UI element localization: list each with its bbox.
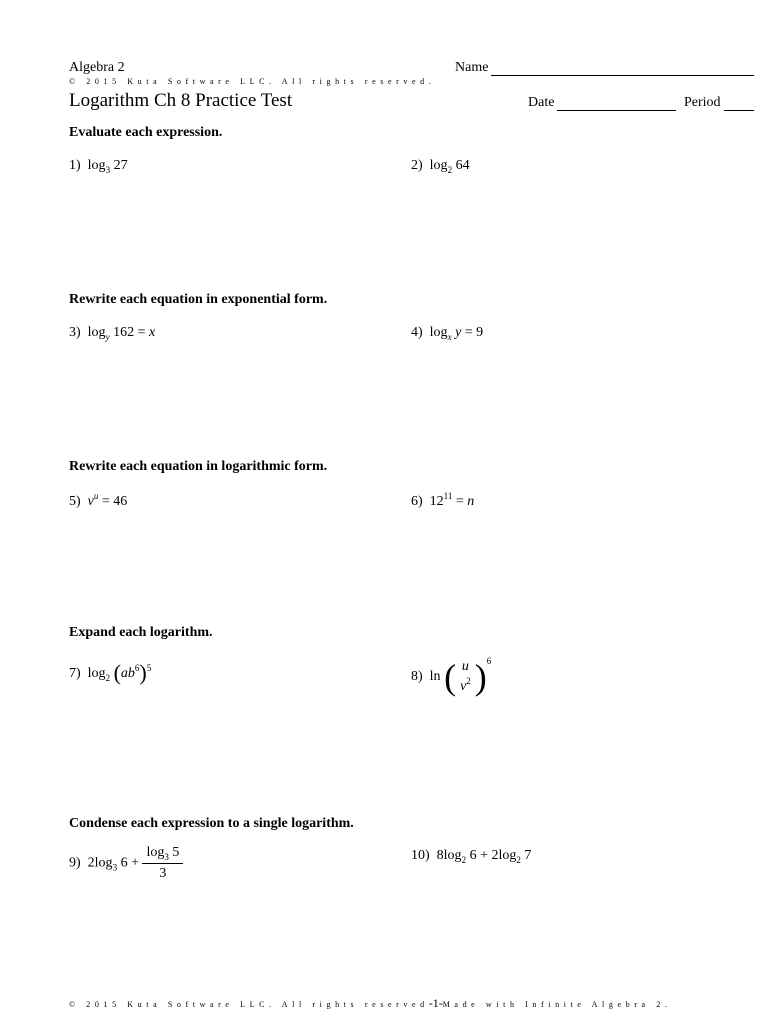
page-number: -1- <box>428 996 443 1010</box>
problem-4: 4) $\log_x y = 9$ <box>411 325 484 342</box>
problem-3: 3) $\log_y 162 = x$ <box>69 325 156 342</box>
section-heading-condense: Condense each expression to a single logarithm. <box>69 816 354 831</box>
problem-8: 8) ln ( u $v^2$ )$^6$ <box>411 656 492 697</box>
problem-2: 2) $\log_2 64$ <box>411 158 470 175</box>
name-label: Name <box>455 60 489 75</box>
section-heading-exponential-form: Rewrite each equation in exponential form. <box>69 292 328 307</box>
period-blank-line <box>724 110 754 111</box>
problem-10: 10) $8\log_2$ $6 + 2\log_2$ 7 <box>411 848 532 865</box>
section-heading-expand: Expand each logarithm. <box>69 625 213 640</box>
problem-7: 7) $\log_2 (ab^6)^5$ <box>69 660 152 685</box>
problem-5: 5) $v^u = 46$ <box>69 491 128 509</box>
page-footer <box>69 996 671 1011</box>
name-blank-line <box>491 75 754 76</box>
footer-copyright: © 2015 Kuta Software LLC. All rights reserved <box>69 1000 429 1009</box>
date-blank-line <box>557 110 676 111</box>
problem-6: 6) $12^{11} = n$ <box>411 491 475 509</box>
copyright-notice: © 2015 Kuta Software LLC. All rights reserved. <box>69 77 436 86</box>
date-label: Date <box>528 95 555 110</box>
course-name: Algebra 2 <box>69 60 125 75</box>
section-heading-logarithmic-form: Rewrite each equation in logarithmic form. <box>69 459 328 474</box>
period-label: Period <box>684 95 721 110</box>
problem-1: 1) $\log_3 27$ <box>69 158 128 175</box>
page-title: Logarithm Ch 8 Practice Test <box>69 90 293 111</box>
footer-made-with: Made with Infinite Algebra 2. <box>442 1000 672 1009</box>
problem-9: 9) $2\log_3$ 6 + $\frac{\log_3 5}{3}$ <box>69 845 183 882</box>
section-heading-evaluate: Evaluate each expression. <box>69 125 223 140</box>
